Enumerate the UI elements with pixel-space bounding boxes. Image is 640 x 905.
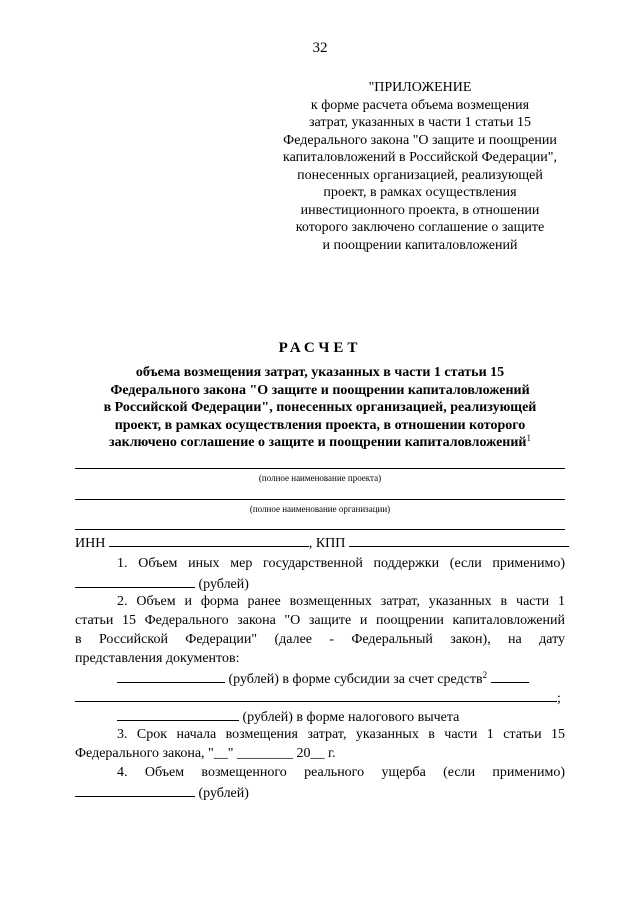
item-3-line-1: 3. Срок начала возмещения затрат, указанных в части 1 статьи 15 xyxy=(117,727,565,742)
semicolon: ; xyxy=(557,691,561,706)
annex-header xyxy=(230,79,610,254)
organization-name-caption: (полное наименование организации) xyxy=(249,504,391,514)
item-1-line-2 xyxy=(75,575,565,593)
project-name-caption: (полное наименование проекта) xyxy=(258,473,382,483)
kpp-field[interactable] xyxy=(349,534,569,547)
subsidy-source-field-continued[interactable] xyxy=(75,689,557,702)
kpp-label: , КПП xyxy=(308,536,346,551)
item-1-line-1: 1. Объем иных мер государственной поддержки (если применимо) xyxy=(117,556,565,571)
item-4-line-1: 4. Объем возмещенного реального ущерба (если применимо) xyxy=(117,765,565,780)
footnote-marker: 1 xyxy=(526,433,531,443)
subsidy-label: (рублей) в форме субсидии за счет средств xyxy=(228,672,483,687)
annex-line: к форме расчета объема возмещения xyxy=(310,97,530,113)
annex-line: инвестиционного проекта, в отношении xyxy=(300,202,540,218)
annex-line: "ПРИЛОЖЕНИЕ xyxy=(368,80,472,95)
annex-line: капиталовложений в Российской Федерации", xyxy=(283,150,557,165)
inn-kpp-row xyxy=(75,534,565,552)
tax-deduction-label: (рублей) в форме налогового вычета xyxy=(242,710,460,725)
annex-line: Федерального закона "О защите и поощрении xyxy=(283,132,557,148)
footnote-marker-2: 2 xyxy=(482,670,488,680)
item-4-unit: (рублей) xyxy=(198,786,249,801)
item-1-unit: (рублей) xyxy=(198,577,249,592)
annex-line: затрат, указанных в части 1 статьи 15 xyxy=(308,115,532,130)
page-number: 32 xyxy=(312,40,328,56)
damage-amount-field[interactable] xyxy=(75,784,195,797)
item-2-line-2: статьи 15 Федерального закона "О защите и поощрении капиталовложений xyxy=(75,613,565,628)
subtitle-line xyxy=(60,434,580,452)
subtitle-line: Федерального закона "О защите и поощрении капиталовложений xyxy=(110,382,530,398)
organization-name-line[interactable] xyxy=(75,499,565,500)
subsidy-source-field[interactable] xyxy=(491,670,529,683)
subtitle-line-text: заключено соглашение о защите и поощрении капиталовложений xyxy=(109,435,527,450)
subtitle-line: проект, в рамках осуществления проекта, в отношении которого xyxy=(114,417,526,433)
document-subtitle xyxy=(60,364,580,452)
annex-line: и поощрении капиталовложений xyxy=(322,237,518,253)
subtitle-line: объема возмещения затрат, указанных в части 1 статьи 15 xyxy=(135,365,505,380)
separator-line xyxy=(75,529,565,530)
item-2-subsidy-row xyxy=(117,670,565,688)
item-2-line-4: представления документов: xyxy=(75,651,240,666)
support-amount-field[interactable] xyxy=(75,575,195,588)
annex-line: которого заключено соглашение о защите xyxy=(295,220,545,235)
subtitle-line: в Российской Федерации", понесенных организацией, реализующей xyxy=(103,400,537,415)
item-2-line-1: 2. Объем и форма ранее возмещенных затрат, указанных в части 1 xyxy=(117,594,565,609)
item-4-line-2-row xyxy=(75,784,565,802)
item-2-source-row xyxy=(75,689,565,707)
subsidy-amount-field[interactable] xyxy=(117,670,225,683)
document-title: РАСЧЕТ xyxy=(278,340,362,356)
item-2-tax-row xyxy=(117,708,565,726)
inn-field[interactable] xyxy=(109,534,309,547)
annex-line: проект, в рамках осуществления xyxy=(323,185,517,200)
annex-line: понесенных организацией, реализующей xyxy=(297,167,543,183)
tax-deduction-amount-field[interactable] xyxy=(117,708,239,721)
inn-label: ИНН xyxy=(75,536,106,551)
project-name-line[interactable] xyxy=(75,468,565,469)
item-3-line-2: Федерального закона, "__" ________ 20__ г. xyxy=(75,746,336,761)
item-2-line-3: в Российской Федерации" (далее - Федеральный закон), на дату xyxy=(75,632,565,647)
